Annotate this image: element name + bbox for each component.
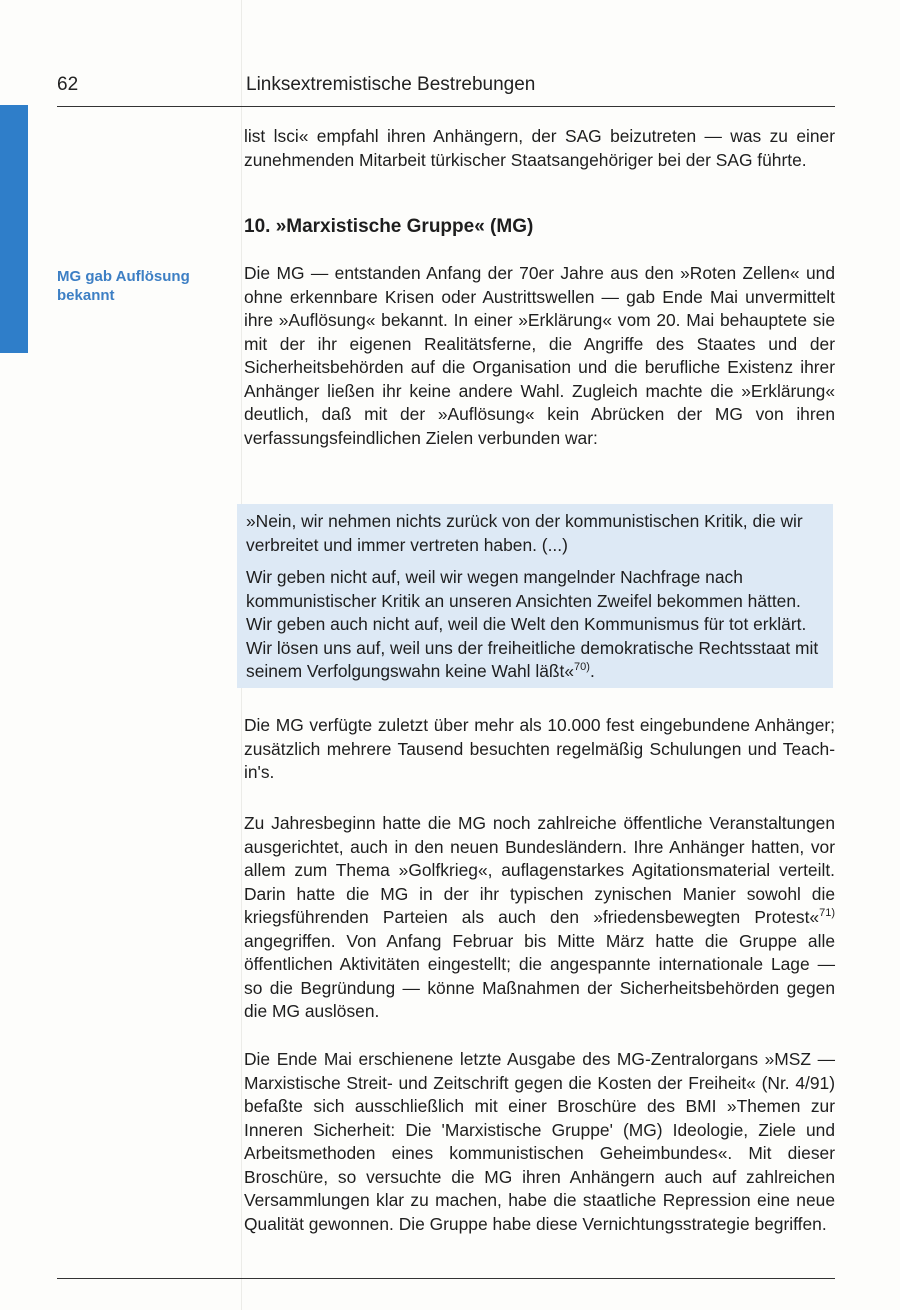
section-heading: 10. »Marxistische Gruppe« (MG) [244, 216, 534, 237]
quote-paragraph-2 [246, 566, 824, 684]
margin-note-line-1: MG gab Auflösung [57, 268, 190, 285]
paragraph-msz: Die Ende Mai erschienene letzte Ausgabe des MG-Zentralorgans »MSZ — Marxistische Streit- und Zeitschrift gegen die Kosten der Freiheit« (Nr. 4/91) befaßte sich ausschließlich mit einer Broschüre des BMI »Themen zur Inneren Sicherheit: Die 'Marxistische Gruppe' (MG) Ideologie, Ziele und Arbeitsmethoden eines kommunistischen Geheimbundes«. Mit dieser Broschüre, so versuchte die MG ihren Anhängern auch auf zahlreichen Versammlungen klar zu machen, habe die staatliche Repression eine neue Qualität gewonnen. Die Gruppe habe diese Vernichtungsstrategie begriffen. [244, 1049, 835, 1234]
paragraph-activities-part-2: angegriffen. Von Anfang Februar bis Mitte März hatte die Gruppe alle öffentlichen Aktivitäten eingestellt; die angespannte internationale Lage — so die Begründung — könne Maßnahmen der Sicherheitsbehörden gegen die MG auslösen. [244, 930, 835, 1021]
paragraph-activities [244, 812, 835, 1024]
page-edge-marker [0, 105, 28, 353]
paragraph-dissolution: Die MG — entstanden Anfang der 70er Jahre aus den »Roten Zellen« und ohne erkennbare Krisen oder Austrittswellen — gab Ende Mai unvermittelt ihre »Auflösung« bekannt. In einer »Erklärung« vom 20. Mai behauptete sie mit der ihr eigenen Realitätsferne, die Angriffe des Staates und der Sicherheitsbehörden auf die Organisation und die berufliche Existenz ihrer Anhänger ließen ihr keine andere Wahl. Zugleich machte die »Erklärung« deutlich, daß mit der »Auflösung« kein Abrücken der MG von ihren verfassungsfeindlichen Zielen verbunden war: [244, 263, 835, 448]
header-rule [57, 106, 835, 107]
footnote-ref-71: 71) [819, 907, 835, 920]
paragraph-membership: Die MG verfügte zuletzt über mehr als 10.000 fest eingebundene Anhänger; zusätzlich mehrere Tausend besuchten regelmäßig Schulungen und Teach-in's. [244, 715, 835, 782]
paragraph-activities-part-1: Zu Jahresbeginn hatte die MG noch zahlreiche öffentliche Veranstaltungen ausgerichtet, auch in den neuen Bundesländern. Ihre Anhänger hatten, vor allem zum Thema »Golfkrieg«, auflagenstarkes Agitationsmaterial verteilt. Darin hatte die MG in der ihr typischen zynischen Manier sowohl die kriegsführenden Parteien als auch den »friedensbewegten Protest« [244, 813, 835, 927]
margin-note [57, 267, 227, 305]
footer-rule [57, 1278, 835, 1279]
page-number: 62 [57, 74, 79, 95]
footnote-ref-70: 70) [574, 661, 590, 674]
margin-note-line-2: bekannt [57, 287, 115, 304]
quote-paragraph-1: »Nein, wir nehmen nichts zurück von der kommunistischen Kritik, die wir verbreitet und immer vertreten haben. (...) [246, 511, 803, 555]
paragraph-intro: list lsci« empfahl ihren Anhängern, der SAG beizutreten — was zu einer zunehmenden Mitarbeit türkischer Staatsangehöriger bei der SAG führte. [244, 126, 835, 170]
quote-end: . [589, 661, 595, 681]
quote-text: Wir geben nicht auf, weil wir wegen mangelnder Nachfrage nach kommunistischer Kritik an unseren Ansichten Zweifel bekommen hätten. Wir geben auch nicht auf, weil die Welt den Kommunismus für tot erklärt. Wir lösen uns auf, weil uns der freiheitliche demokratische Rechtsstaat mit seinem Verfolgungswahn keine Wahl läßt« [246, 567, 819, 681]
running-head: Linksextremistische Bestrebungen [246, 74, 536, 95]
